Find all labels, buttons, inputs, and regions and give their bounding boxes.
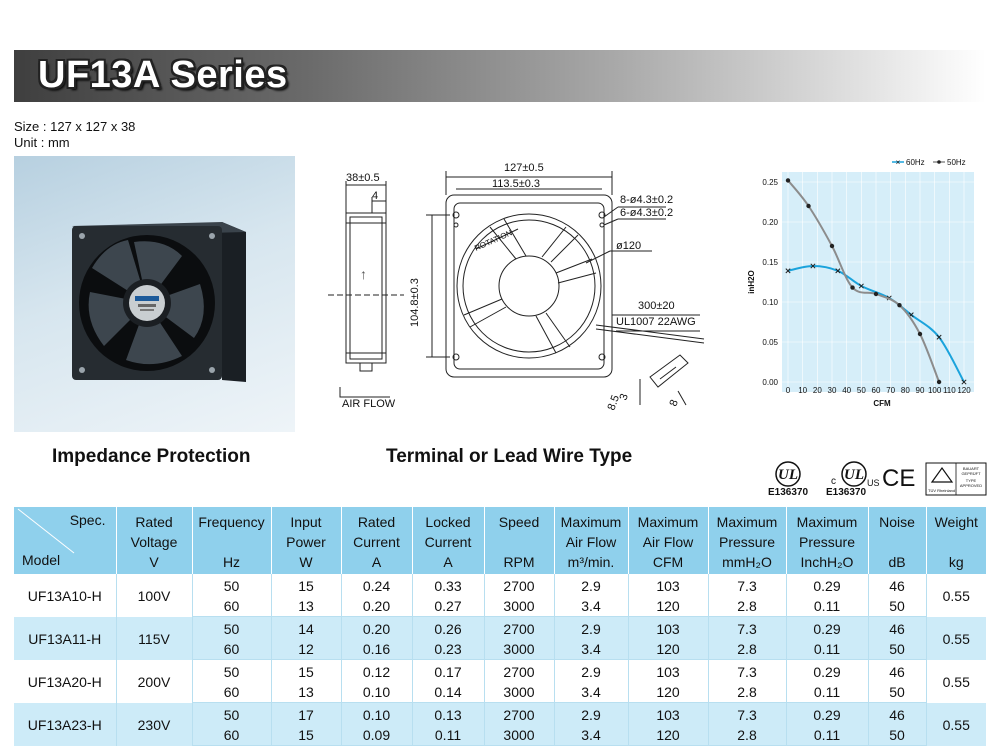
value-cell: 0.13 xyxy=(412,703,484,726)
lead-length: 300±20 xyxy=(638,300,675,312)
value-cell: 0.11 xyxy=(786,639,868,660)
ul-number: E136370 xyxy=(768,487,809,498)
data-point-50hz xyxy=(897,303,901,307)
value-cell: 0.11 xyxy=(786,725,868,746)
dim-depth-inner: 4 xyxy=(372,190,379,202)
model-cell: UF13A23-H xyxy=(14,703,116,746)
value-cell: 50 xyxy=(192,703,271,726)
cul-us-mark: US xyxy=(867,478,880,488)
value-cell: 103 xyxy=(628,617,708,640)
legend-60hz-marker: × xyxy=(895,158,901,167)
data-point-50hz xyxy=(874,292,878,296)
plot-area-background xyxy=(782,172,974,392)
page-title: UF13A Series xyxy=(38,54,288,96)
header-cell: Speed xyxy=(484,507,554,530)
x-tick-label: 30 xyxy=(827,386,837,395)
value-cell: 0.12 xyxy=(341,660,412,683)
data-point-50hz xyxy=(806,204,810,208)
header-cell: Air Flow xyxy=(554,530,628,550)
value-cell: 2.9 xyxy=(554,617,628,640)
header-cell: Locked xyxy=(412,507,484,530)
fan-photo-illustration xyxy=(14,156,295,432)
lead-spec: UL1007 22AWG xyxy=(616,316,696,328)
value-cell: 2.8 xyxy=(708,682,786,703)
value-cell: 7.3 xyxy=(708,660,786,683)
svg-text:UL: UL xyxy=(778,467,798,483)
side-view-frame xyxy=(346,213,386,363)
ul-mark-icon xyxy=(776,462,800,486)
value-cell: 0.24 xyxy=(341,574,412,596)
dim-width: 127±0.5 xyxy=(504,162,544,174)
value-cell: 60 xyxy=(192,596,271,617)
value-cell: 103 xyxy=(628,574,708,596)
weight-cell: 0.55 xyxy=(926,617,986,660)
value-cell: 7.3 xyxy=(708,703,786,726)
value-cell: 2.8 xyxy=(708,596,786,617)
value-cell: 103 xyxy=(628,660,708,683)
weight-cell: 0.55 xyxy=(926,660,986,703)
value-cell: 13 xyxy=(271,596,341,617)
header-cell: mmH₂O xyxy=(708,550,786,574)
value-cell: 50 xyxy=(868,725,926,746)
data-point-50hz xyxy=(850,285,854,289)
table-row xyxy=(14,574,986,596)
value-cell: 12 xyxy=(271,639,341,660)
cert-svg xyxy=(768,460,988,500)
value-cell: 3000 xyxy=(484,596,554,617)
header-cell: Current xyxy=(412,530,484,550)
tuv-box-line-2: GEPRÜFT xyxy=(961,471,981,476)
value-cell: 103 xyxy=(628,703,708,726)
voltage-cell: 100V xyxy=(116,574,192,617)
y-tick-label: 0.00 xyxy=(762,378,778,387)
value-cell: 46 xyxy=(868,574,926,596)
x-tick-label: 40 xyxy=(842,386,852,395)
weight-cell: 0.55 xyxy=(926,703,986,746)
header-cell: Maximum xyxy=(708,507,786,530)
value-cell: 0.20 xyxy=(341,617,412,640)
header-cell xyxy=(484,530,554,550)
value-cell: 0.20 xyxy=(341,596,412,617)
value-cell: 60 xyxy=(192,639,271,660)
header-cell: V xyxy=(116,550,192,574)
y-tick-label: 0.20 xyxy=(762,218,778,227)
header-cell: dB xyxy=(868,550,926,574)
x-tick-label: 90 xyxy=(915,386,925,395)
value-cell: 15 xyxy=(271,725,341,746)
tuv-box-line-1: BAUART xyxy=(962,466,980,471)
value-cell: 0.16 xyxy=(341,639,412,660)
header-cell: Air Flow xyxy=(628,530,708,550)
header-cell xyxy=(192,530,271,550)
dim-hole-spacing: 113.5±0.3 xyxy=(492,178,541,190)
header-cell: m³/min. xyxy=(554,550,628,574)
value-cell: 0.11 xyxy=(786,596,868,617)
svg-text:UL: UL xyxy=(844,467,864,483)
legend-60hz-label: 60Hz xyxy=(906,158,925,167)
dim-depth: 38±0.5 xyxy=(346,172,380,184)
voltage-cell: 230V xyxy=(116,703,192,746)
tuv-box-line-4: APPROVED xyxy=(959,483,983,488)
value-cell: 7.3 xyxy=(708,617,786,640)
header-cell: Voltage xyxy=(116,530,192,550)
value-cell: 0.11 xyxy=(412,725,484,746)
dim-diameter: ø120 xyxy=(616,240,642,252)
value-cell: 14 xyxy=(271,617,341,640)
header-cell: Maximum xyxy=(786,507,868,530)
caption-impedance-protection: Impedance Protection xyxy=(52,446,251,467)
header-row xyxy=(14,530,986,550)
header-cell: Maximum xyxy=(554,507,628,530)
header-cell: Weight xyxy=(926,507,986,530)
side-arrow-glyph: ↑ xyxy=(360,266,367,282)
table-row xyxy=(14,703,986,726)
legend-50hz-label: 50Hz xyxy=(947,158,966,167)
voltage-cell: 115V xyxy=(116,617,192,660)
air-flow-label: AIR FLOW xyxy=(342,398,396,410)
tuv-text: TÜV Rheinland xyxy=(928,488,956,493)
value-cell: 120 xyxy=(628,596,708,617)
x-tick-label: 20 xyxy=(812,386,822,395)
rotation-label: ROTATION xyxy=(473,228,514,253)
header-cell: Frequency xyxy=(192,507,271,530)
value-cell: 3.4 xyxy=(554,682,628,703)
value-cell: 0.27 xyxy=(412,596,484,617)
value-cell: 0.26 xyxy=(412,617,484,640)
header-cell: Noise xyxy=(868,507,926,530)
value-cell: 7.3 xyxy=(708,574,786,596)
x-tick-label: 10 xyxy=(798,386,808,395)
value-cell: 2.9 xyxy=(554,660,628,683)
value-cell: 50 xyxy=(868,682,926,703)
corner-model-label: Model xyxy=(22,552,61,568)
spec-table xyxy=(14,507,986,746)
table-header xyxy=(14,507,986,574)
header-cell: Rated xyxy=(341,507,412,530)
value-cell: 0.09 xyxy=(341,725,412,746)
header-cell: kg xyxy=(926,550,986,574)
ce-mark: CE xyxy=(882,465,916,492)
x-tick-label: 80 xyxy=(900,386,910,395)
header-cell: Pressure xyxy=(708,530,786,550)
model-cell: UF13A10-H xyxy=(14,574,116,617)
value-cell: 3.4 xyxy=(554,639,628,660)
voltage-cell: 200V xyxy=(116,660,192,703)
value-cell: 2700 xyxy=(484,617,554,640)
value-cell: 50 xyxy=(192,660,271,683)
value-cell: 50 xyxy=(868,596,926,617)
data-point-50hz xyxy=(937,380,941,384)
x-tick-label: 0 xyxy=(785,386,791,395)
value-cell: 15 xyxy=(271,574,341,596)
header-cell: Power xyxy=(271,530,341,550)
header-cell: RPM xyxy=(484,550,554,574)
table-row xyxy=(14,617,986,640)
value-cell: 3.4 xyxy=(554,725,628,746)
table-row xyxy=(14,660,986,683)
model-cell: UF13A11-H xyxy=(14,617,116,660)
value-cell: 120 xyxy=(628,639,708,660)
header-row xyxy=(14,507,986,530)
header-cell: Rated xyxy=(116,507,192,530)
header-cell: Hz xyxy=(192,550,271,574)
header-cell: W xyxy=(271,550,341,574)
value-cell: 120 xyxy=(628,682,708,703)
header-cell: Input xyxy=(271,507,341,530)
value-cell: 46 xyxy=(868,617,926,640)
value-cell: 3000 xyxy=(484,682,554,703)
y-tick-label: 0.25 xyxy=(762,178,778,187)
y-axis-label: inH2O xyxy=(747,270,756,294)
value-cell: 0.14 xyxy=(412,682,484,703)
value-cell: 60 xyxy=(192,725,271,746)
chart-svg xyxy=(747,152,980,412)
value-cell: 50 xyxy=(192,617,271,640)
value-cell: 2700 xyxy=(484,660,554,683)
unit-label: Unit : mm xyxy=(14,135,70,150)
header-cell: Pressure xyxy=(786,530,868,550)
value-cell: 2.9 xyxy=(554,574,628,596)
value-cell: 0.29 xyxy=(786,703,868,726)
header-cell xyxy=(926,530,986,550)
x-axis-label: CFM xyxy=(873,399,891,408)
value-cell: 2.8 xyxy=(708,639,786,660)
value-cell: 3000 xyxy=(484,725,554,746)
terminal-dim-b: 3 xyxy=(617,392,631,403)
weight-cell: 0.55 xyxy=(926,574,986,617)
header-cell: CFM xyxy=(628,550,708,574)
x-tick-label: 50 xyxy=(856,386,866,395)
value-cell: 0.17 xyxy=(412,660,484,683)
value-cell: 0.29 xyxy=(786,617,868,640)
dimension-drawing xyxy=(320,155,720,415)
value-cell: 15 xyxy=(271,660,341,683)
x-tick-label: 70 xyxy=(886,386,896,395)
dim-holes-6: 6-ø4.3±0.2 xyxy=(620,207,674,219)
certification-marks xyxy=(768,460,988,500)
y-tick-label: 0.10 xyxy=(762,298,778,307)
data-point-50hz xyxy=(830,244,834,248)
value-cell: 120 xyxy=(628,725,708,746)
x-tick-label: 60 xyxy=(871,386,881,395)
x-tick-label: 120 xyxy=(957,386,971,395)
table-body xyxy=(14,574,986,746)
legend-50hz-marker xyxy=(937,160,941,164)
x-tick-label: 110 xyxy=(942,386,956,395)
header-cell: Current xyxy=(341,530,412,550)
value-cell: 3000 xyxy=(484,639,554,660)
front-view-frame xyxy=(446,195,612,377)
value-cell: 0.10 xyxy=(341,703,412,726)
table-corner xyxy=(14,507,116,574)
value-cell: 46 xyxy=(868,660,926,683)
value-cell: 17 xyxy=(271,703,341,726)
header-cell: A xyxy=(412,550,484,574)
value-cell: 2700 xyxy=(484,574,554,596)
cul-c-mark: c xyxy=(831,476,836,487)
x-tick-label: 100 xyxy=(927,386,942,395)
value-cell: 2.9 xyxy=(554,703,628,726)
value-cell: 60 xyxy=(192,682,271,703)
terminal-dim-a: 8.5 xyxy=(605,393,623,413)
header-cell: Maximum xyxy=(628,507,708,530)
value-cell: 13 xyxy=(271,682,341,703)
cul-number: E136370 xyxy=(826,487,867,498)
value-cell: 46 xyxy=(868,703,926,726)
value-cell: 3.4 xyxy=(554,596,628,617)
header-cell: A xyxy=(341,550,412,574)
data-point-50hz xyxy=(786,178,790,182)
value-cell: 50 xyxy=(192,574,271,596)
value-cell: 0.23 xyxy=(412,639,484,660)
value-cell: 0.10 xyxy=(341,682,412,703)
header-cell xyxy=(868,530,926,550)
value-cell: 50 xyxy=(868,639,926,660)
performance-chart xyxy=(747,152,980,412)
value-cell: 2700 xyxy=(484,703,554,726)
size-label: Size : 127 x 127 x 38 xyxy=(14,119,136,134)
dim-holes-8: 8-ø4.3±0.2 xyxy=(620,194,674,206)
header-cell: InchH₂O xyxy=(786,550,868,574)
corner-spec-label: Spec. xyxy=(69,512,106,528)
value-cell: 0.29 xyxy=(786,574,868,596)
value-cell: 0.29 xyxy=(786,660,868,683)
model-cell: UF13A20-H xyxy=(14,660,116,703)
value-cell: 2.8 xyxy=(708,725,786,746)
value-cell: 0.11 xyxy=(786,682,868,703)
data-point-50hz xyxy=(918,332,922,336)
y-tick-label: 0.15 xyxy=(762,258,778,267)
header-row xyxy=(14,550,986,574)
y-tick-label: 0.05 xyxy=(762,338,778,347)
tuv-box-line-3: TYPE xyxy=(965,478,977,483)
cul-mark-icon xyxy=(842,462,866,486)
value-cell: 0.33 xyxy=(412,574,484,596)
product-photo xyxy=(14,156,295,432)
dim-height: 104.8±0.3 xyxy=(409,278,421,327)
terminal-dim-c: 8 xyxy=(667,398,681,409)
caption-terminal-type: Terminal or Lead Wire Type xyxy=(386,446,633,467)
